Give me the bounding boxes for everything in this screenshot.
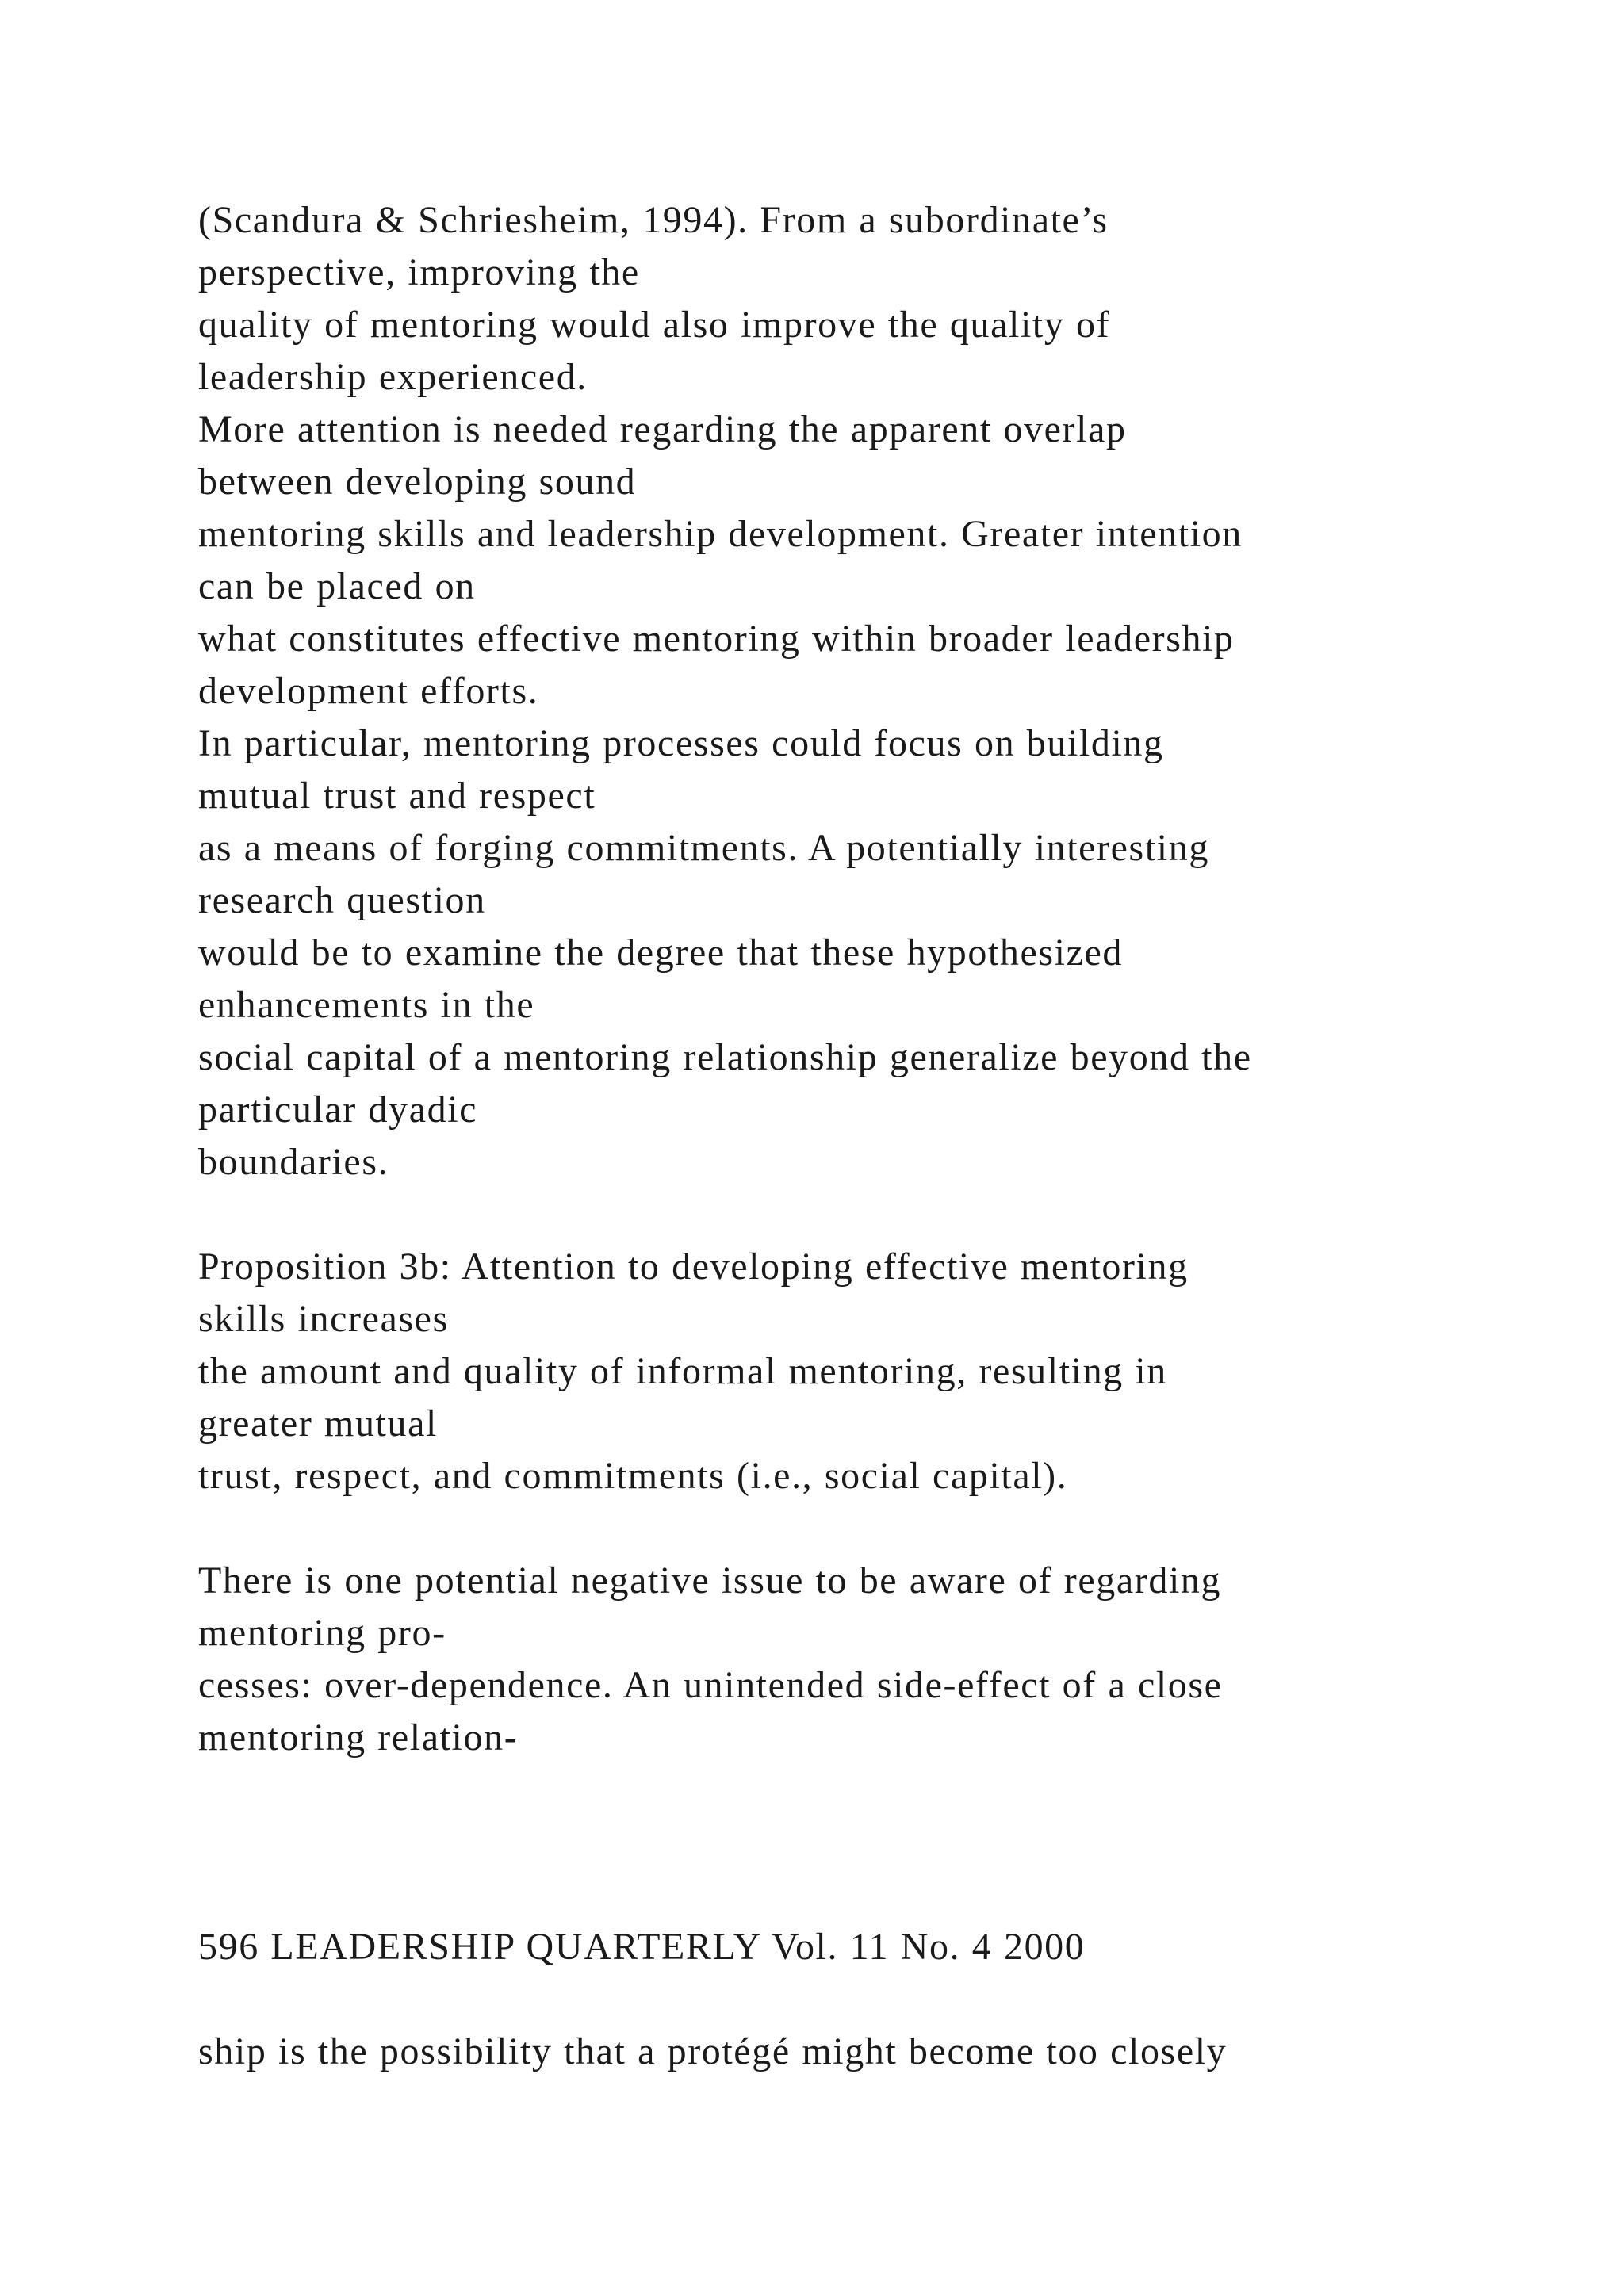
paragraph-continuation	[198, 2026, 1546, 2078]
text-line: In particular, mentoring processes could focus on building	[198, 722, 1164, 764]
running-header: 596 LEADERSHIP QUARTERLY Vol. 11 No. 4 2000	[198, 1926, 1086, 1968]
text-line: as a means of forging commitments. A potentially interesting	[198, 827, 1209, 869]
paragraph-mentoring-leadership	[198, 194, 1546, 1188]
text-line: what constitutes effective mentoring within broader leadership	[198, 618, 1235, 660]
text-line: particular dyadic	[198, 1089, 478, 1131]
paragraph-spacer	[198, 1188, 1546, 1241]
text-line: quality of mentoring would also improve the quality of	[198, 304, 1111, 346]
text-line: research question	[198, 879, 486, 921]
text-line: ship is the possibility that a protégé might become too closely	[198, 2030, 1228, 2072]
text-line: mentoring skills and leadership development. Greater intention	[198, 513, 1243, 555]
text-line: trust, respect, and commitments (i.e., social capital).	[198, 1455, 1068, 1497]
text-line: greater mutual	[198, 1402, 438, 1445]
text-line: cesses: over-dependence. An unintended side-effect of a close	[198, 1664, 1223, 1706]
text-line: skills increases	[198, 1298, 449, 1340]
text-line: More attention is needed regarding the apparent overlap	[198, 408, 1127, 450]
text-line: social capital of a mentoring relationship generalize beyond the	[198, 1036, 1252, 1078]
text-line: the amount and quality of informal mentoring, resulting in	[198, 1350, 1167, 1392]
text-line: can be placed on	[198, 565, 476, 607]
text-line: enhancements in the	[198, 984, 535, 1026]
text-line: Proposition 3b: Attention to developing effective mentoring	[198, 1246, 1189, 1288]
text-line: mentoring pro-	[198, 1612, 446, 1654]
body-text	[198, 194, 1546, 2078]
text-line: There is one potential negative issue to be aware of regarding	[198, 1559, 1222, 1601]
page-break-spacer	[198, 1764, 1546, 1921]
text-line: would be to examine the degree that these hypothesized	[198, 932, 1124, 974]
proposition-3b	[198, 1241, 1546, 1502]
text-line: mentoring relation-	[198, 1716, 519, 1758]
paragraph-spacer	[198, 1502, 1546, 1555]
text-line: mutual trust and respect	[198, 775, 596, 817]
text-line: boundaries.	[198, 1141, 389, 1183]
text-line: (Scandura & Schriesheim, 1994). From a subordinate’s	[198, 199, 1109, 241]
text-line: leadership experienced.	[198, 356, 588, 398]
text-line: between developing sound	[198, 461, 637, 503]
paragraph-over-dependence	[198, 1555, 1546, 1764]
text-line: development efforts.	[198, 670, 539, 712]
paragraph-spacer	[198, 1973, 1546, 2026]
text-line: perspective, improving the	[198, 251, 640, 293]
